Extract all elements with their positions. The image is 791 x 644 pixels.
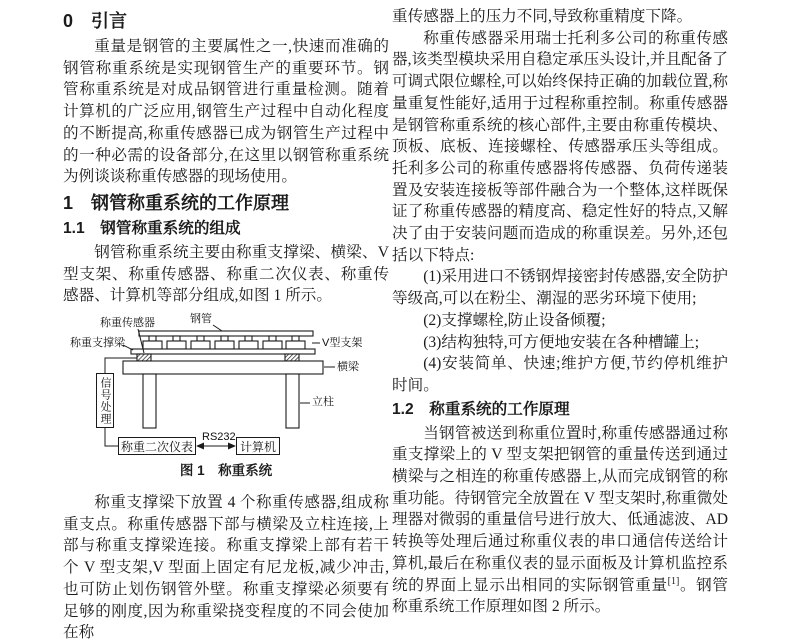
figure-box-weighing-indicator: 称重二次仪表	[118, 437, 196, 455]
figure-label-cross-beam: 横梁	[337, 361, 359, 374]
feature-item-1: (1)采用进口不锈钢焊接密封传感器,安全防护等级高,可以在粉尘、潮湿的恶劣环境下使用;	[392, 268, 728, 308]
figure-box-computer: 计算机	[236, 437, 280, 455]
working-principle-text-end: 。钢管称重系统工作原理如图 2 所示。	[392, 576, 728, 616]
paragraph-working-principle	[392, 423, 728, 618]
feature-item-2: (2)支撑螺栓,防止设备倾覆;	[423, 311, 606, 329]
paragraph-structure: 称重支撑梁下放置 4 个称重传感器,组成称重支点。称重传感器下部与横梁及立柱连接,上部与称重支撑梁连接。称重支撑梁上部有若干个 V 型支架,V 型面上固定有尼龙板,减少冲击,也可防止划伤钢管外壁。称重支撑梁必须要有足够的刚度,因为称重梁挠变程度的不同会使加在称	[63, 494, 389, 642]
steel-pipe-shape	[139, 331, 313, 336]
paragraph-sensor-description: 称重传感器采用瑞士托利多公司的称重传感器,该类型模块采用自稳定承压头设计,并且配备了可调式限位螺栓,可以始终保持正确的加载位置,称量重复性能好,适用于过程称重控制。称重传感器是钢管称重系统的核心部件,主要由称重传模块、顶板、底板、连接螺栓、传感器承压头等组成。托利多公司的称重传感器将传感器、负荷传递装置及安装连接板等部件融合为一个整体,这样既保证了称重传感器的精度高、稳定性好的特点,又解决了由于安装问题而造成的称重误差。另外,还包括以下特点:	[392, 29, 728, 264]
subsection-heading-1-2: 1.2 称重系统的工作原理	[392, 400, 570, 418]
figure-box-signal-processing: 信号处理	[96, 373, 114, 428]
figure-label-v-bracket: V型支架	[322, 337, 363, 350]
working-principle-text: 当钢管被送到称重位置时,称重传感器通过称重支撑梁上的 V 型支架把钢管的重量传送到通过横梁与之相连的称重传感器上,从而完成钢管的称重功能。待钢管完全放置在 V 型支架时,称重微处理器对微弱的重量信号进行放大、低通滤波、AD 转换等处理后通过称重仪表的串口通信传送给计算机,最后在称重仪表的显示面板及计算机监控系统的界面上显示出相同的实际钢管重量	[392, 424, 728, 594]
reference-marker: [1]	[667, 575, 680, 587]
paragraph-composition: 钢管称重系统主要由称重支撑梁、横梁、V 型支架、称重传感器、称重二次仪表、称重传感器、计算机等部分组成,如图 1 所示。	[63, 243, 389, 305]
figure-label-column: 立柱	[312, 396, 334, 409]
figure-label-rs232: RS232	[202, 431, 236, 444]
cross-beam-shape	[123, 361, 323, 374]
v-bracket-shapes	[143, 336, 305, 349]
subsection-heading-1-1: 1.1 钢管称重系统的组成	[63, 219, 241, 237]
paragraph-intro: 重量是钢管的主要属性之一,快速而准确的钢管称重系统是实现钢管生产的重要环节。钢管称重系统是对成品钢管进行重量检测。随着计算机的广泛应用,钢管生产过程中自动化程度的不断提高,称重传感器已成为钢管生产过程中的一种必需的设备部分,在这里以钢管称重系统为例谈谈称重传感器的现场使用。	[63, 38, 389, 186]
section-heading-intro: 0 引言	[63, 11, 128, 31]
feature-item-3: (3)结构独特,可方便地安装在各种槽罐上;	[423, 333, 700, 351]
left-column	[63, 6, 389, 642]
feature-item-4: (4)安装简单、快速;维护方便,节约停机维护时间。	[392, 355, 728, 394]
support-beam-shape	[131, 349, 315, 354]
figure-weighing-system	[63, 312, 389, 460]
figure-label-support-beam: 称重支撑梁	[70, 337, 125, 350]
section-heading-1: 1 钢管称重系统的工作原理	[63, 192, 290, 213]
right-column	[392, 6, 728, 616]
load-cell-right-shape	[285, 354, 299, 361]
figure-caption: 图 1 称重系统	[179, 463, 273, 479]
figure-label-steel-pipe: 钢管	[190, 313, 212, 326]
load-cell-left-shape	[137, 354, 151, 361]
column-left-shape	[143, 374, 156, 428]
figure-label-load-cell: 称重传感器	[100, 317, 155, 330]
paragraph-continuation: 重传感器上的压力不同,导致称重精度下降。	[392, 8, 693, 25]
column-right-shape	[286, 374, 299, 428]
